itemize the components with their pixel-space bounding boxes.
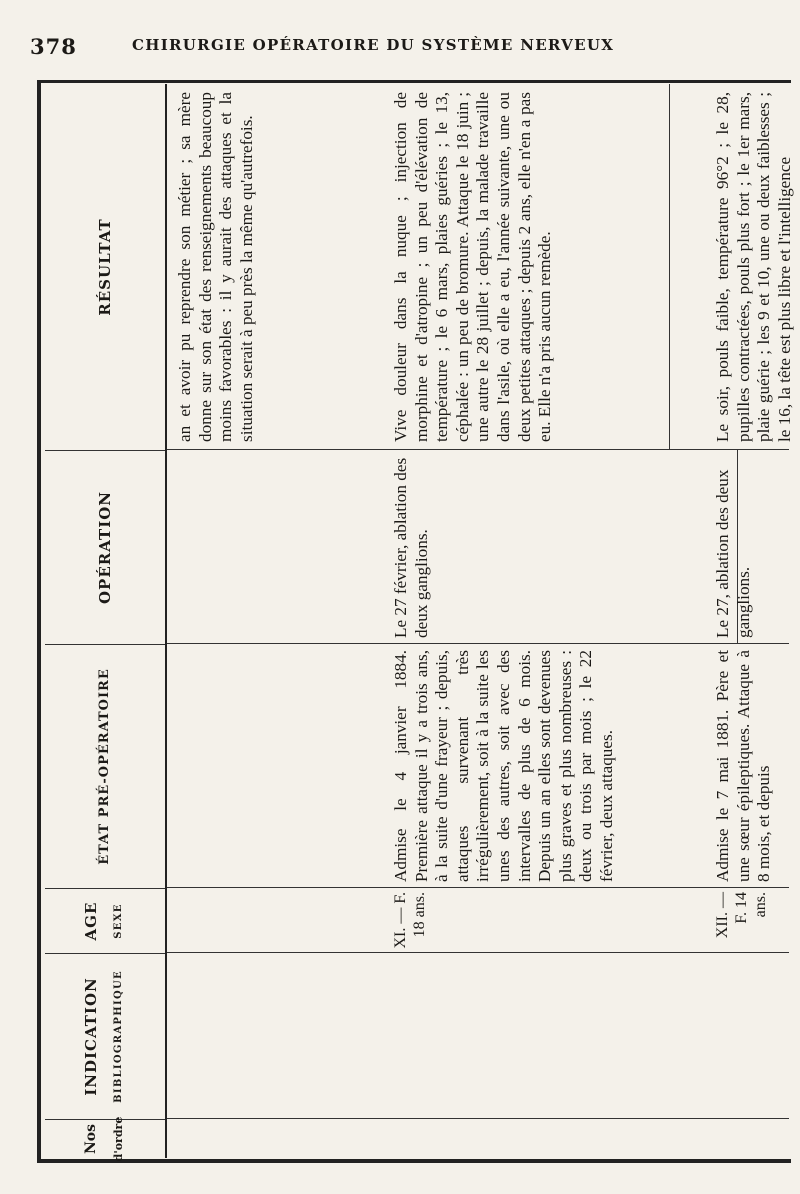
header-indication-label: INDICATION [81, 977, 100, 1096]
column-rule [167, 887, 789, 888]
page-header [0, 0, 800, 70]
header-etat [45, 644, 165, 888]
column-rule [167, 449, 789, 450]
header-etat-label: ÉTAT PRÉ-OPÉRATOIRE [96, 668, 112, 865]
header-age [45, 888, 165, 953]
column-rule [167, 643, 789, 644]
column-rule [167, 1118, 789, 1119]
row-separator [669, 84, 670, 450]
table-header-row [45, 84, 167, 1162]
row-11-etat: Admise le 4 janvier 1884. Première attaque il y a trois ans, à la suite d'une frayeur ; depuis, attaques survenant très irrégulièrement, soit à la suite les unes des autres, soit avec des intervalles de plus de 6 mois. Depuis un an elles sont devenues plus graves et plus nombreuses : deux ou trois par mois ; le 22 février, deux attaques. [391, 650, 616, 882]
resultat-continuation: an et avoir pu reprendre son métier ; sa mère donne sur son état des renseignements beaucoup moins favorables : il y aurait des attaques et la situation serait à peu près la même qu'autrefois. [175, 92, 256, 442]
header-indication-sub: BIBLIOGRAPHIQUE [112, 970, 124, 1103]
row-11-age-sexe: XI. — F. 18 ans. [392, 892, 428, 949]
header-resultat [45, 84, 165, 450]
header-indication [45, 953, 165, 1119]
row-12-resultat: Le soir, pouls faible, température 96°2 ; le 28, pupilles contractées, pouls plus fort ; le 1er mars, plaie guérie ; les 9 et 10, une ou deux faiblesses ; le 16, la tête est plus libre et l'intelligence [713, 92, 794, 442]
row-11-resultat: Vive douleur dans la nuque ; injection de morphine et d'atropine ; un peu d'élévation de température ; le 6 mars, plaies guéries ; le 13, céphalée : un peu de bromure. Attaque le 18 juin ; une autre le 28 juillet ; depuis, la malade travaille dans l'asile, où elle a eu, l'année suivante, une ou deux petites attaques ; depuis 2 ans, elle n'en a pas eu. Elle n'a pris aucun remède. [391, 92, 555, 442]
header-age-sub: SEXE [112, 903, 124, 939]
header-nos [45, 1116, 165, 1162]
header-operation-label: OPÉRATION [95, 490, 114, 605]
observations-table [45, 84, 794, 1162]
page-number: 378 [30, 34, 77, 59]
column-rule [167, 952, 789, 953]
header-operation [45, 450, 165, 644]
header-age-label: AGE [81, 901, 100, 941]
header-resultat-label: RÉSULTAT [95, 218, 114, 316]
header-nos-label: Nos [82, 1123, 99, 1155]
header-nos-sub: d'ordre [111, 1116, 125, 1162]
running-head: CHIRURGIE OPÉRATOIRE DU SYSTÈME NERVEUX [132, 36, 615, 54]
row-12-age-sexe: XII. — F. 14 ans. [714, 892, 769, 939]
row-11-operation: Le 27 février, ablation des deux ganglions. [391, 457, 431, 638]
row-12-etat: Admise le 7 mai 1881. Père et une sœur épileptiques. Attaque à 8 mois, et depuis [713, 650, 774, 882]
row-12-operation: Le 27, ablation des deux ganglions. [713, 469, 753, 638]
